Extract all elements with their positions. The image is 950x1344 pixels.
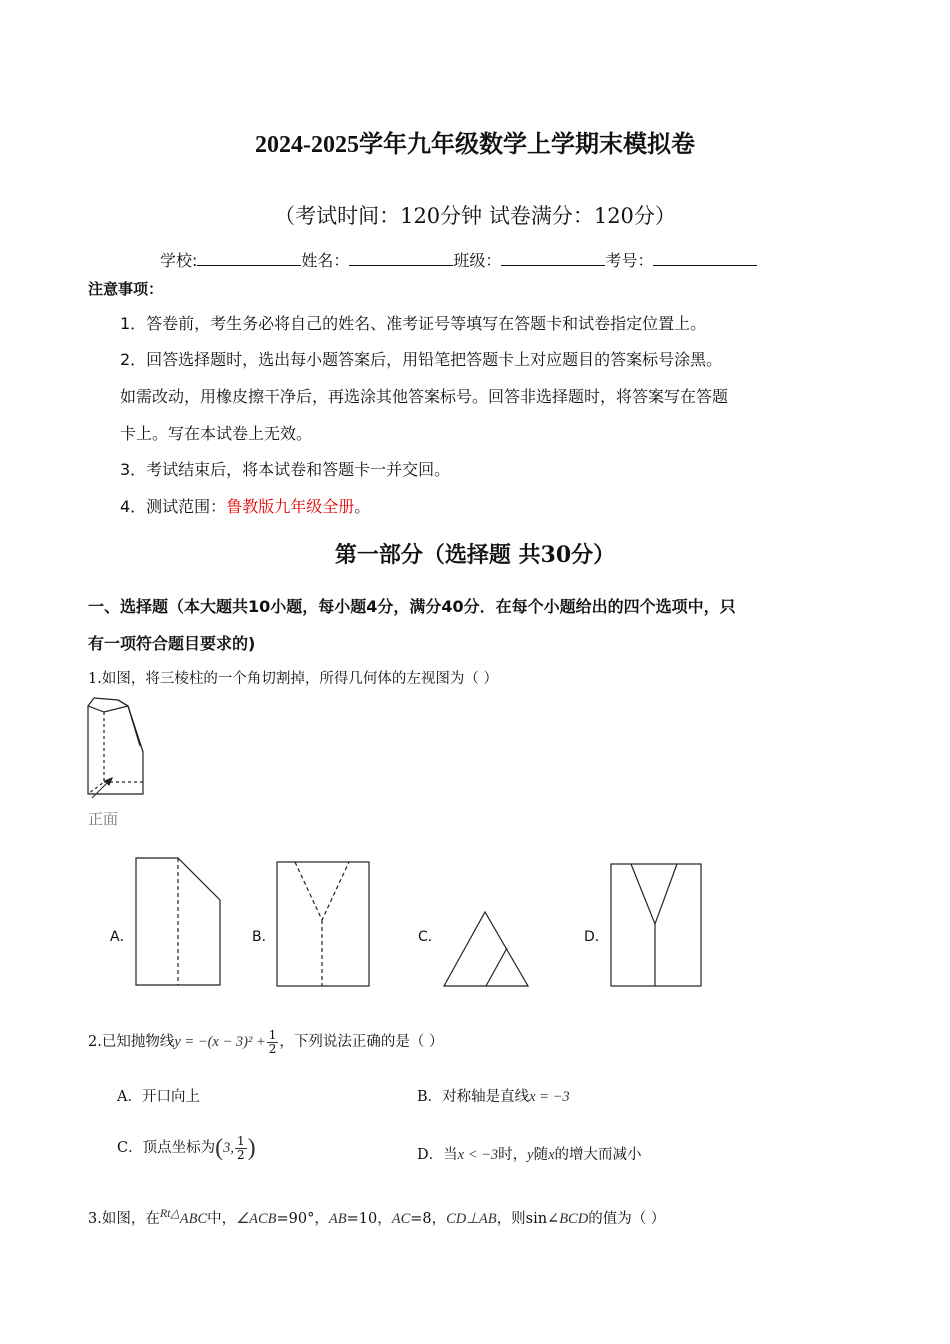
option-d-figure[interactable] [609, 862, 703, 988]
option-c-figure[interactable] [442, 910, 532, 988]
class-blank[interactable] [501, 250, 605, 266]
number-blank[interactable] [653, 250, 757, 266]
q2-fraction: $\frac{1}{2}$ [268, 1027, 277, 1056]
prism-cut-face [128, 706, 143, 752]
option-d-label[interactable]: D． [584, 929, 609, 945]
range-prefix: 4．测试范围： [120, 497, 227, 516]
option-a-label[interactable]: A． [110, 929, 134, 945]
name-label: 姓名： [301, 251, 350, 270]
question-2: 2.已知抛物线y = −(x − 3)² + $\frac{1}{2}$ ，下列说法正确的是（ ） [88, 1027, 444, 1056]
name-blank[interactable] [349, 250, 453, 266]
note-range [120, 494, 370, 517]
part-heading-line2: 有一项符合题目要求的) [88, 634, 256, 653]
option-a-figure[interactable] [134, 856, 224, 988]
range-suffix: 。 [354, 497, 371, 516]
school-label: 学校: [160, 251, 198, 270]
question-3: 3.如图，在$^{Rt\triangle}$ABC中，∠ACB=90°，AB=10，AC=8，CD⊥AB，则sin∠BCD的值为（ ） [88, 1206, 666, 1227]
note-item: 如需改动，用橡皮擦干净后，再选涂其他答案标号。回答非选择题时，将答案写在答题 [120, 387, 729, 406]
note-item: 卡上。写在本试卷上无效。 [120, 424, 313, 443]
number-label: 考号： [605, 251, 654, 270]
part-heading-line1: 一、选择题（本大题共10小题，每小题4分，满分40分．在每个小题给出的四个选项中，只 [88, 597, 736, 616]
q2-option-d[interactable]: D．当x < −3时，y随x的增大而减小 [417, 1147, 642, 1163]
front-label: 正面 [88, 810, 119, 828]
note-item: 2．回答选择题时，选出每小题答案后，用铅笔把答题卡上对应题目的答案标号涂黑。 [120, 350, 723, 369]
note-item: 1．答卷前，考生务必将自己的姓名、准考证号等填写在答题卡和试卷指定位置上。 [120, 314, 707, 333]
prism-cut-edge [118, 700, 140, 746]
option-b-figure[interactable] [275, 860, 371, 988]
q2-formula: y = −(x − 3)² + [174, 1034, 266, 1050]
section-title: 第一部分（选择题 共30分） [334, 542, 616, 568]
option-b-label[interactable]: B． [252, 929, 276, 945]
q2-option-c[interactable]: C．顶点坐标为(3, $\frac{1}{2}$ ) [117, 1133, 256, 1162]
question-1: 1.如图，将三棱柱的一个角切割掉，所得几何体的左视图为（ ） [88, 671, 498, 687]
exam-subtitle: （考试时间：120分钟 试卷满分：120分） [274, 204, 676, 228]
q2-option-a[interactable]: A．开口向上 [117, 1089, 200, 1105]
prism-outline [88, 698, 143, 794]
option-c-label[interactable]: C． [418, 929, 442, 945]
notes-title: 注意事项： [88, 280, 164, 298]
q2-option-b[interactable]: B．对称轴是直线x = −3 [417, 1089, 570, 1105]
prism-hidden-edge [88, 712, 104, 794]
prism-figure [84, 694, 148, 832]
school-blank[interactable] [197, 250, 301, 266]
note-item: 3．考试结束后，将本试卷和答题卡一并交回。 [120, 460, 451, 479]
page-title: 2024-2025学年九年级数学上学期末模拟卷 [255, 132, 695, 158]
prism-top-edge [88, 706, 128, 712]
class-label: 班级： [453, 251, 502, 270]
student-info-line [160, 248, 757, 271]
range-value: 鲁教版九年级全册 [226, 497, 355, 516]
